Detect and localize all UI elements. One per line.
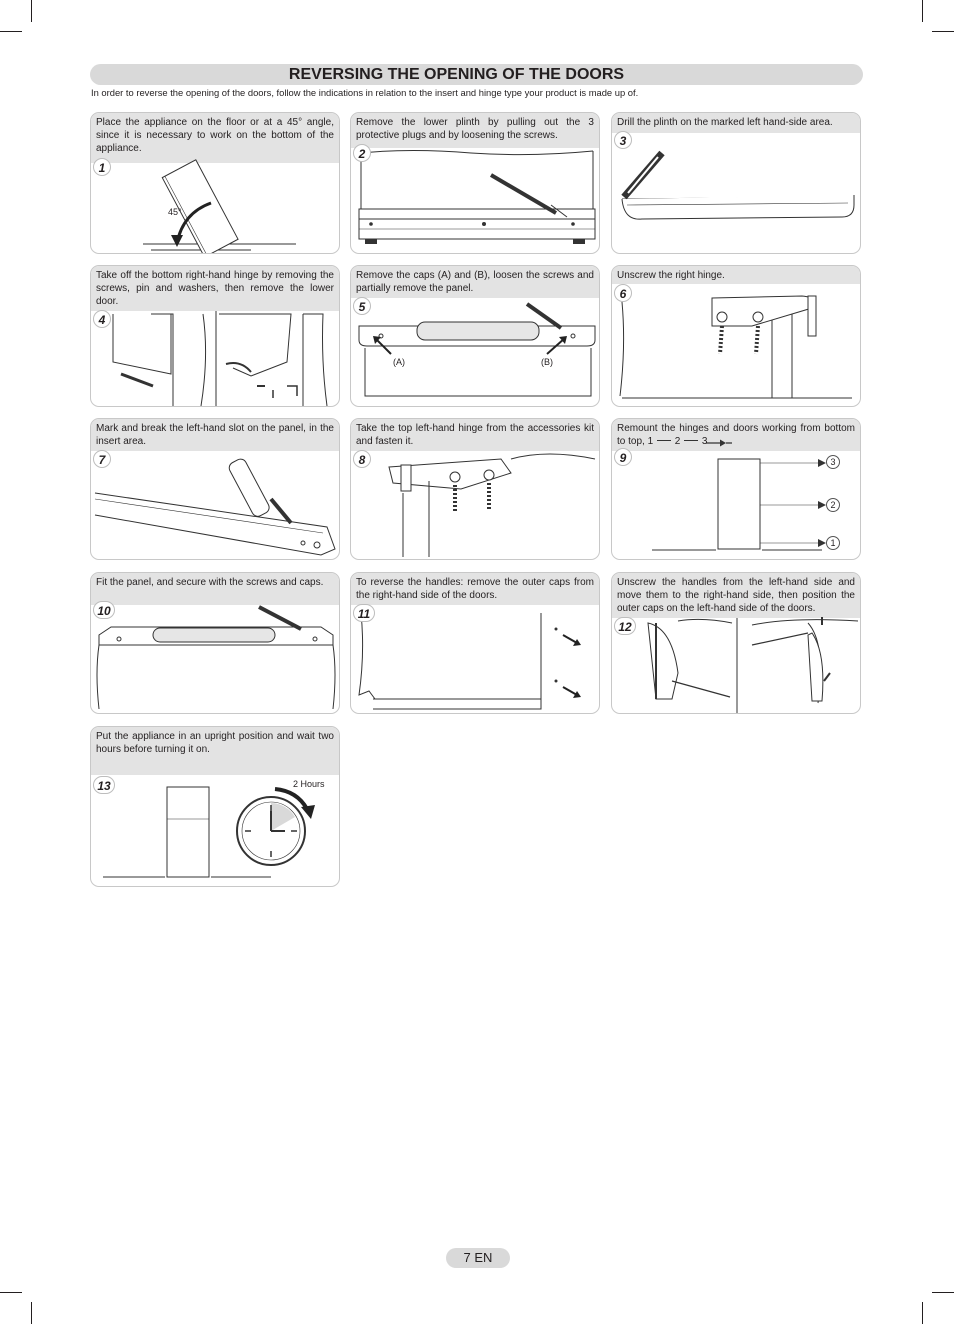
step-text: Place the appliance on the floor or at a 45° angle, since it is necessary to work on the bottom of the appliance. xyxy=(96,117,334,154)
step-5 xyxy=(350,265,600,407)
crop-mark xyxy=(932,1292,954,1293)
crop-mark xyxy=(922,0,923,22)
step-number: 8 xyxy=(353,450,371,468)
step-text: Put the appliance in an upright position and wait two hours before turning it on. xyxy=(96,731,334,755)
sequence-3: 3 xyxy=(701,435,708,447)
step-number: 2 xyxy=(353,144,371,162)
sequence-arrow xyxy=(657,440,671,441)
step-number: 11 xyxy=(353,604,375,622)
sequence-arrow xyxy=(684,440,698,441)
step-7 xyxy=(90,418,340,560)
step-number: 5 xyxy=(353,297,371,315)
crop-mark xyxy=(31,0,32,22)
step-number: 1 xyxy=(93,158,111,176)
label-b: (B) xyxy=(541,357,553,367)
step-10 xyxy=(90,572,340,714)
step-2 xyxy=(350,112,600,254)
step-text: Remove the caps (A) and (B), loosen the screws and partially remove the panel. xyxy=(356,270,594,294)
step-3-illustration xyxy=(612,113,861,254)
step-1 xyxy=(90,112,340,254)
step-6-illustration xyxy=(612,266,861,407)
step-text: Take the top left-hand hinge from the accessories kit and fasten it. xyxy=(356,423,594,447)
step-13 xyxy=(90,726,340,887)
step-11 xyxy=(350,572,600,714)
step-number: 10 xyxy=(93,601,115,619)
step-text: Remove the lower plinth by pulling out the 3 protective plugs and by loosening the screws. xyxy=(356,117,594,141)
crop-mark xyxy=(0,31,22,32)
callout-circle: 2 xyxy=(826,498,840,512)
angle-label: 45° xyxy=(168,207,182,217)
sequence-2: 2 xyxy=(674,435,681,447)
step-text-main: Remount the hinges and doors working from bottom to top, xyxy=(617,423,855,447)
step-text: Drill the plinth on the marked left hand-side area. xyxy=(617,117,833,128)
step-4 xyxy=(90,265,340,407)
step-number: 3 xyxy=(614,131,632,149)
step-8 xyxy=(350,418,600,560)
step-3 xyxy=(611,112,861,254)
label-a: (A) xyxy=(393,357,405,367)
step-12 xyxy=(611,572,861,714)
step-text: Unscrew the handles from the left-hand side and move them to the right-hand side, then position the outer caps on the left-hand side of the doors. xyxy=(617,577,855,614)
intro-text: In order to reverse the opening of the doors, follow the indications in relation to the insert and hinge type your product is made up of. xyxy=(91,87,639,98)
step-number: 9 xyxy=(614,448,632,466)
crop-mark xyxy=(922,1302,923,1324)
step-text: Mark and break the left-hand slot on the panel, in the insert area. xyxy=(96,423,334,447)
crop-mark xyxy=(31,1302,32,1324)
step-9 xyxy=(611,418,861,560)
step-number: 13 xyxy=(93,776,115,794)
step-text: To reverse the handles: remove the outer caps from the right-hand side of the doors. xyxy=(356,577,594,601)
title-bar xyxy=(90,64,863,85)
step-text: Fit the panel, and secure with the screws and caps. xyxy=(96,577,324,588)
step-text: Take off the bottom right-hand hinge by removing the screws, pin and washers, then remove the lower door. xyxy=(96,270,334,307)
crop-mark xyxy=(0,1292,22,1293)
step-number: 12 xyxy=(614,617,636,635)
step-10-illustration xyxy=(91,573,340,714)
step-6 xyxy=(611,265,861,407)
sequence-1: 1 xyxy=(647,435,654,447)
step-text: Unscrew the right hinge. xyxy=(617,270,725,281)
page-number: 7 EN xyxy=(446,1248,510,1268)
page-title: REVERSING THE OPENING OF THE DOORS xyxy=(288,66,625,83)
step-number: 7 xyxy=(93,450,111,468)
callout-circle: 3 xyxy=(826,455,840,469)
crop-mark xyxy=(932,31,954,32)
step-number: 4 xyxy=(93,310,111,328)
step-number: 6 xyxy=(614,284,632,302)
callout-circle: 1 xyxy=(826,536,840,550)
clock-label: 2 Hours xyxy=(293,779,325,789)
step-text xyxy=(617,423,855,449)
